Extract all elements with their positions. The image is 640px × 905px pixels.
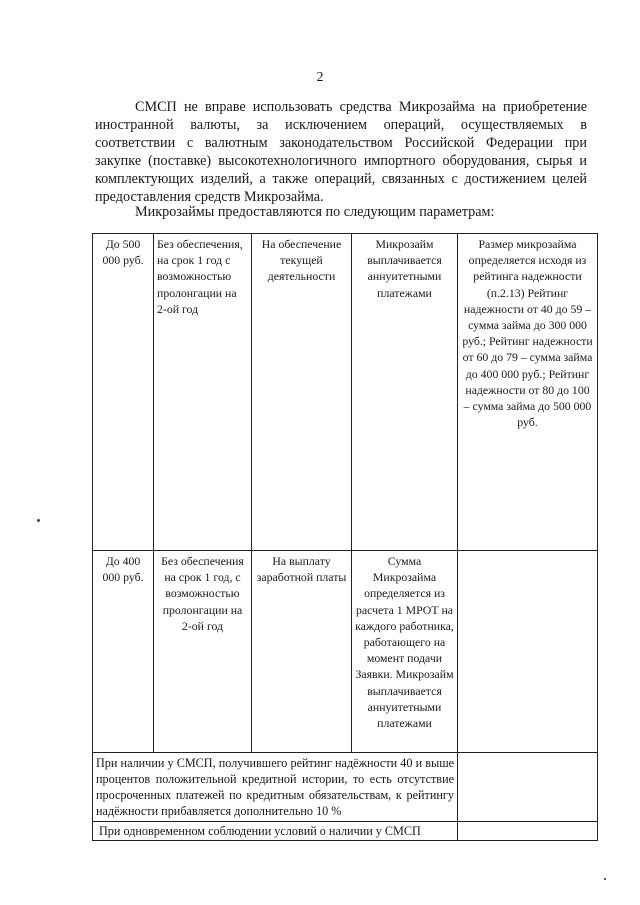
cell-size: Размер микрозайма определяется исходя из рейтинга надежности (п.2.13) Рейтинг надежности от 40 до 59 – сумма займа до 300 000 руб.; Рейтинг надежности от 60 до 79 – сумма займа до 400 000 руб.; Рейтинг надежности от 80 до 100 – сумма займа до 500 000 руб. xyxy=(458,234,598,551)
scan-speck xyxy=(37,519,40,522)
table-row xyxy=(93,753,598,822)
cell-size xyxy=(458,551,598,753)
cell-amount: До 500 000 руб. xyxy=(93,234,154,551)
scan-speck xyxy=(604,878,606,880)
cell-empty xyxy=(458,822,598,841)
paragraph-currency-restriction: СМСП не вправе использовать средства Микрозайма на приобретение иностранной валюты, за исключением операций, осуществляемых в соответствии с валютным законодательством Российской Федерации при закупке (поставке) высокотехнологичного импортного оборудования, сырья и комплектующих изделий, а также операций, связанных с достижением целей предоставления средств Микрозайма. xyxy=(95,99,587,205)
table-row xyxy=(93,551,598,753)
cell-terms: Без обеспечения, на срок 1 год с возможностью пролонгации на 2-ой год xyxy=(154,234,252,551)
table-row xyxy=(93,822,598,841)
cell-amount: До 400 000 руб. xyxy=(93,551,154,753)
microloan-parameters-table xyxy=(92,233,598,841)
cell-purpose: На выплату заработной платы xyxy=(252,551,352,753)
paragraph-parameters-intro: Микрозаймы предоставляются по следующим параметрам: xyxy=(135,204,495,220)
page-number: 2 xyxy=(316,70,324,85)
cell-credit-history-condition: При наличии у СМСП, получившего рейтинг надёжности 40 и выше процентов положительной кредитной истории, то есть отсутствие просроченных платежей по кредитным обязательствам, к рейтингу надёжности прибавляется дополнительно 10 % xyxy=(93,753,458,822)
table-row xyxy=(93,234,598,551)
cell-payment: Сумма Микрозайма определяется из расчета 1 МРОТ на каждого работника, работающего на момент подачи Заявки. Микрозайм выплачивается аннуитетными платежами xyxy=(352,551,458,753)
cell-purpose: На обеспечение текущей деятельности xyxy=(252,234,352,551)
cell-payment: Микрозайм выплачивается аннуитетными платежами xyxy=(352,234,458,551)
cell-empty xyxy=(458,753,598,822)
cell-simultaneous-condition: При одновременном соблюдении условий о наличии у СМСП xyxy=(93,822,458,841)
cell-terms: Без обеспечения на срок 1 год, с возможностью пролонгации на 2-ой год xyxy=(154,551,252,753)
